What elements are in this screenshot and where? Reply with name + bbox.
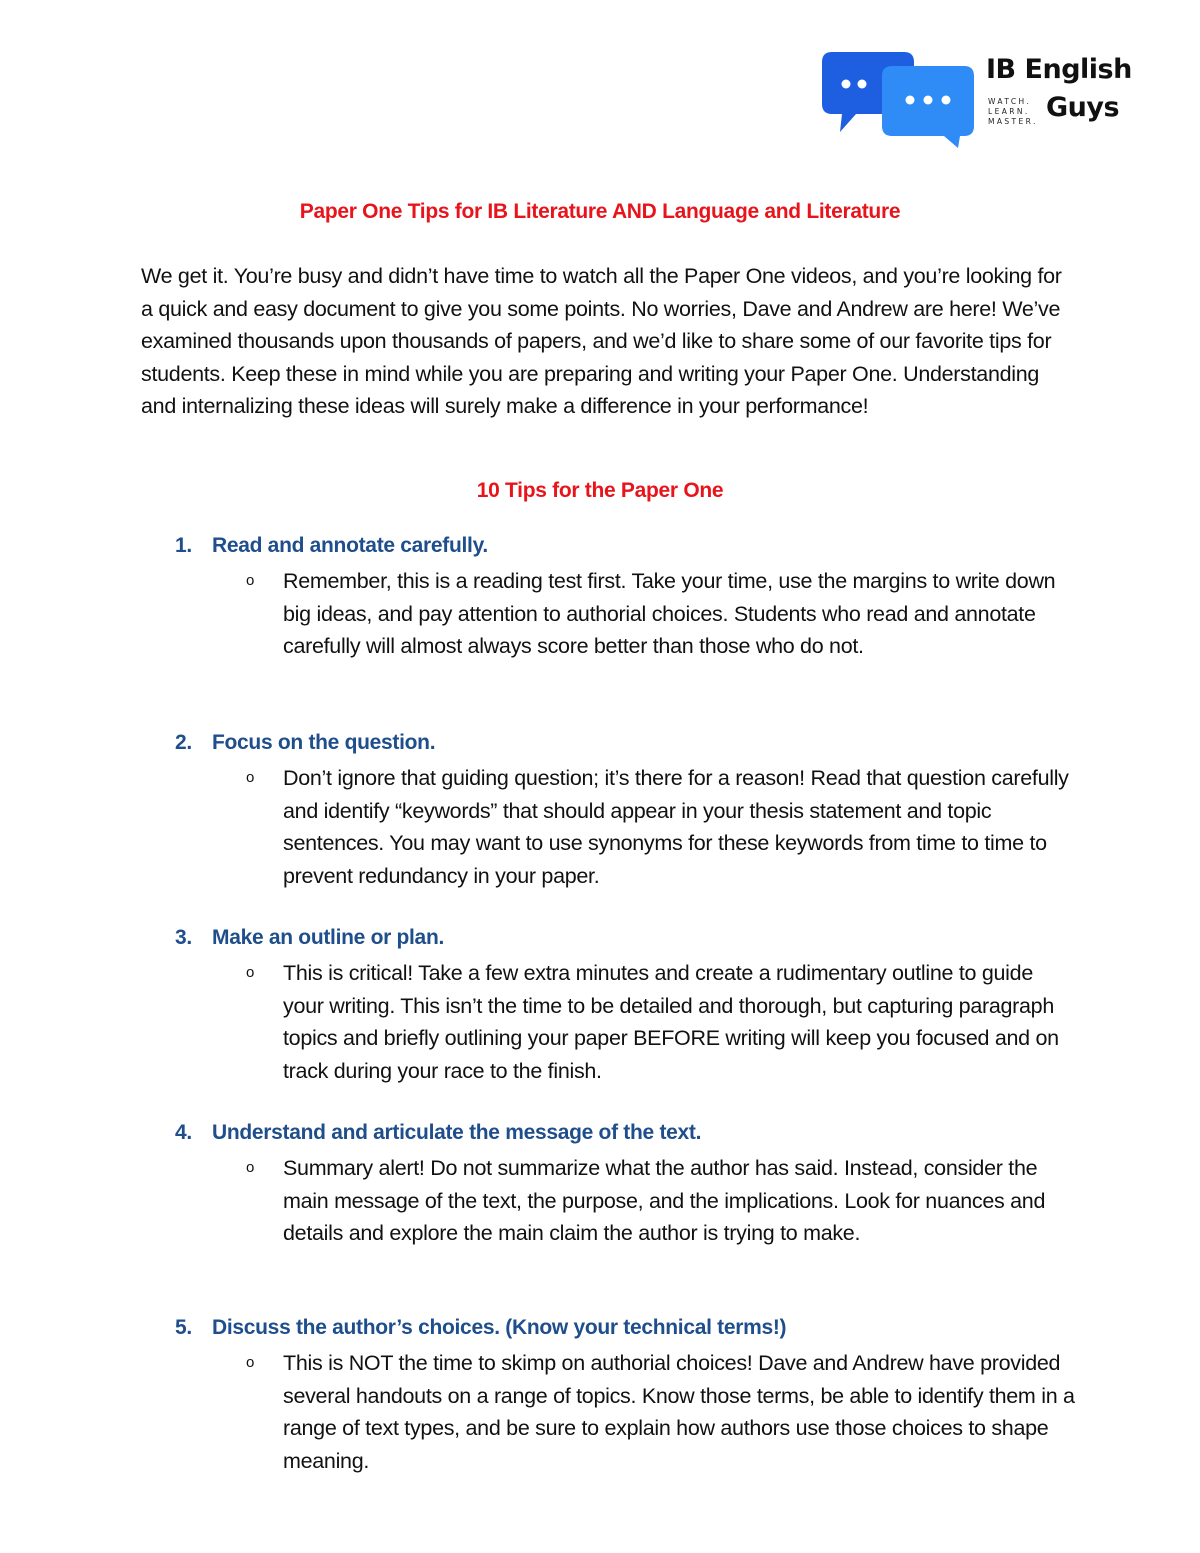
logo-tagline <box>988 97 1038 127</box>
bullet-icon: o <box>246 1159 255 1176</box>
tip-heading-text: Discuss the author’s choices. (Know your technical terms!) <box>212 1316 787 1339</box>
tip-bullet-item <box>246 762 1076 892</box>
tip-bullet-item <box>246 957 1076 1087</box>
tip-heading-text: Focus on the question. <box>212 731 436 754</box>
tip-number: 1. <box>175 534 192 557</box>
chat-bubbles-icon <box>822 48 982 152</box>
tip-heading-text: Read and annotate carefully. <box>212 534 488 557</box>
tip-heading <box>175 731 435 755</box>
bullet-icon: o <box>246 1354 255 1371</box>
ib-english-guys-logo <box>822 48 1132 152</box>
tip-heading <box>175 926 444 950</box>
tip-body-text: Summary alert! Do not summarize what the author has said. Instead, consider the main message of the text, the purpose, and the implications. Look for nuances and details and explore the main claim the author is trying to make. <box>283 1156 1046 1246</box>
tip-body-text: This is critical! Take a few extra minutes and create a rudimentary outline to guide your writing. This isn’t the time to be detailed and thorough, but capturing paragraph topics and briefly outlining your paper BEFORE writing will keep you focused and on track during your race to the finish. <box>283 961 1059 1083</box>
tip-heading-text: Understand and articulate the message of the text. <box>212 1121 702 1144</box>
tip-body-text: Don’t ignore that guiding question; it’s there for a reason! Read that question carefully and identify “keywords” that should appear in your thesis statement and topic sentences. You may want to use synonyms for these keywords from time to time to prevent redundancy in your paper. <box>283 766 1069 888</box>
tips-section-heading: 10 Tips for the Paper One <box>476 479 724 502</box>
tip-number: 2. <box>175 731 192 754</box>
tip-number: 5. <box>175 1316 192 1339</box>
tip-bullet-item <box>246 1152 1076 1250</box>
intro-paragraph: We get it. You’re busy and didn’t have time to watch all the Paper One videos, and you’re looking for a quick and easy document to give you some points. No worries, Dave and Andrew are here! We’ve examined thousands upon thousands of papers, and we’d like to share some of our favorite tips for students. Keep these in mind while you are preparing and writing your Paper One. Understanding and internalizing these ideas will surely make a difference in your performance! <box>141 264 1062 419</box>
tip-bullet-item <box>246 565 1076 663</box>
logo-tagline-line: MASTER. <box>988 117 1038 126</box>
tip-bullet-item <box>246 1347 1076 1477</box>
tip-body-text: Remember, this is a reading test first. Take your time, use the margins to write down big ideas, and pay attention to authorial choices. Students who read and annotate carefully will almost always score better than those who do not. <box>283 569 1056 659</box>
logo-guys: Guys <box>1046 92 1120 123</box>
tip-body-text: This is NOT the time to skimp on authorial choices! Dave and Andrew have provided several handouts on a range of topics. Know those terms, be able to identify them in a range of text types, and be sure to explain how authors use those choices to shape meaning. <box>283 1351 1075 1473</box>
tip-heading <box>175 534 488 558</box>
tip-number: 3. <box>175 926 192 949</box>
bullet-icon: o <box>246 964 255 981</box>
tip-number: 4. <box>175 1121 192 1144</box>
logo-tagline-line: WATCH. <box>988 97 1032 106</box>
logo-tagline-line: LEARN. <box>988 107 1030 116</box>
bullet-icon: o <box>246 769 255 786</box>
tip-heading-text: Make an outline or plan. <box>212 926 445 949</box>
document-title: Paper One Tips for IB Literature AND Language and Literature <box>299 200 901 223</box>
tip-heading <box>175 1316 786 1340</box>
logo-title: IB English <box>986 54 1132 85</box>
tip-heading <box>175 1121 701 1145</box>
bullet-icon: o <box>246 572 255 589</box>
